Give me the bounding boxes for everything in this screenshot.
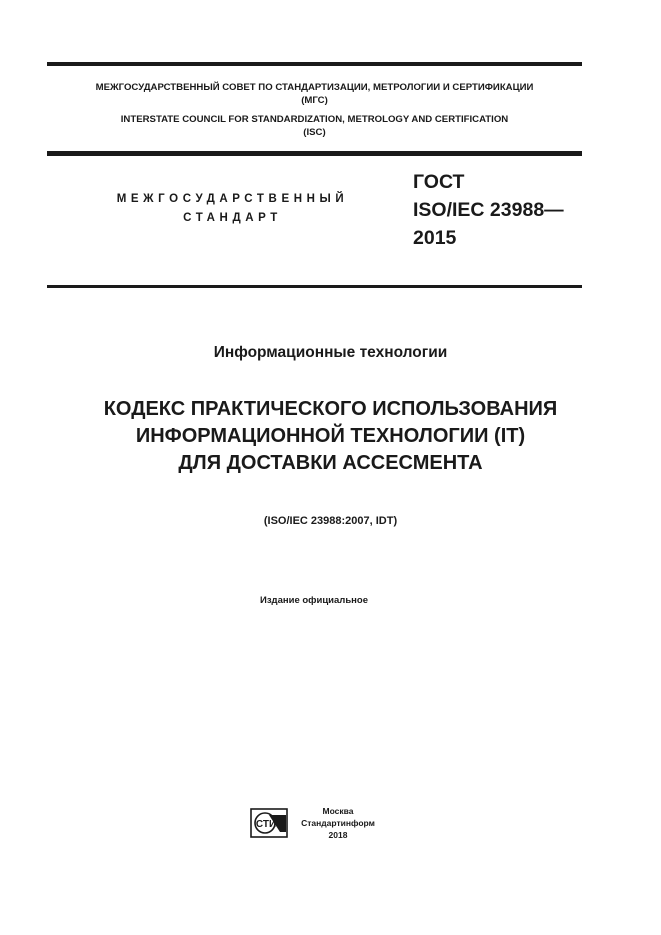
international-reference: (ISO/IEC 23988:2007, IDT) <box>263 515 398 527</box>
document-title-line-2: ИНФОРМАЦИОННОЙ ТЕХНОЛОГИИ (IT) <box>135 425 526 447</box>
middle-rule <box>47 151 582 156</box>
designation-line-2: ISO/IEC 23988— <box>413 199 564 221</box>
document-title-line-3: ДЛЯ ДОСТАВКИ АССЕСМЕНТА <box>178 452 483 474</box>
council-abbr-en: (ISC) <box>303 127 326 138</box>
council-name-ru: МЕЖГОСУДАРСТВЕННЫЙ СОВЕТ ПО СТАНДАРТИЗАЦИИ, МЕТРОЛОГИИ И СЕРТИФИКАЦИИ <box>95 82 534 93</box>
standard-type-line-2: СТАНДАРТ <box>183 212 282 224</box>
bottom-rule <box>47 285 582 288</box>
svg-text:СТИ: СТИ <box>255 819 277 830</box>
standard-type-line-1: МЕЖГОСУДАРСТВЕННЫЙ <box>116 193 349 205</box>
council-abbr-ru: (МГС) <box>301 95 328 106</box>
standartinform-logo-icon <box>250 808 288 838</box>
subject-heading: Информационные технологии <box>213 344 448 361</box>
publication-year: 2018 <box>328 830 348 840</box>
document-title-line-1: КОДЕКС ПРАКТИЧЕСКОГО ИСПОЛЬЗОВАНИЯ <box>103 398 558 420</box>
designation-line-3: 2015 <box>413 227 457 249</box>
publisher-name: Стандартинформ <box>301 818 375 828</box>
council-name-en: INTERSTATE COUNCIL FOR STANDARDIZATION, METROLOGY AND CERTIFICATION <box>120 114 509 125</box>
designation-line-1: ГОСТ <box>413 171 465 193</box>
publisher-city: Москва <box>322 806 354 816</box>
edition-label: Издание официальное <box>260 595 368 606</box>
top-rule <box>47 62 582 66</box>
